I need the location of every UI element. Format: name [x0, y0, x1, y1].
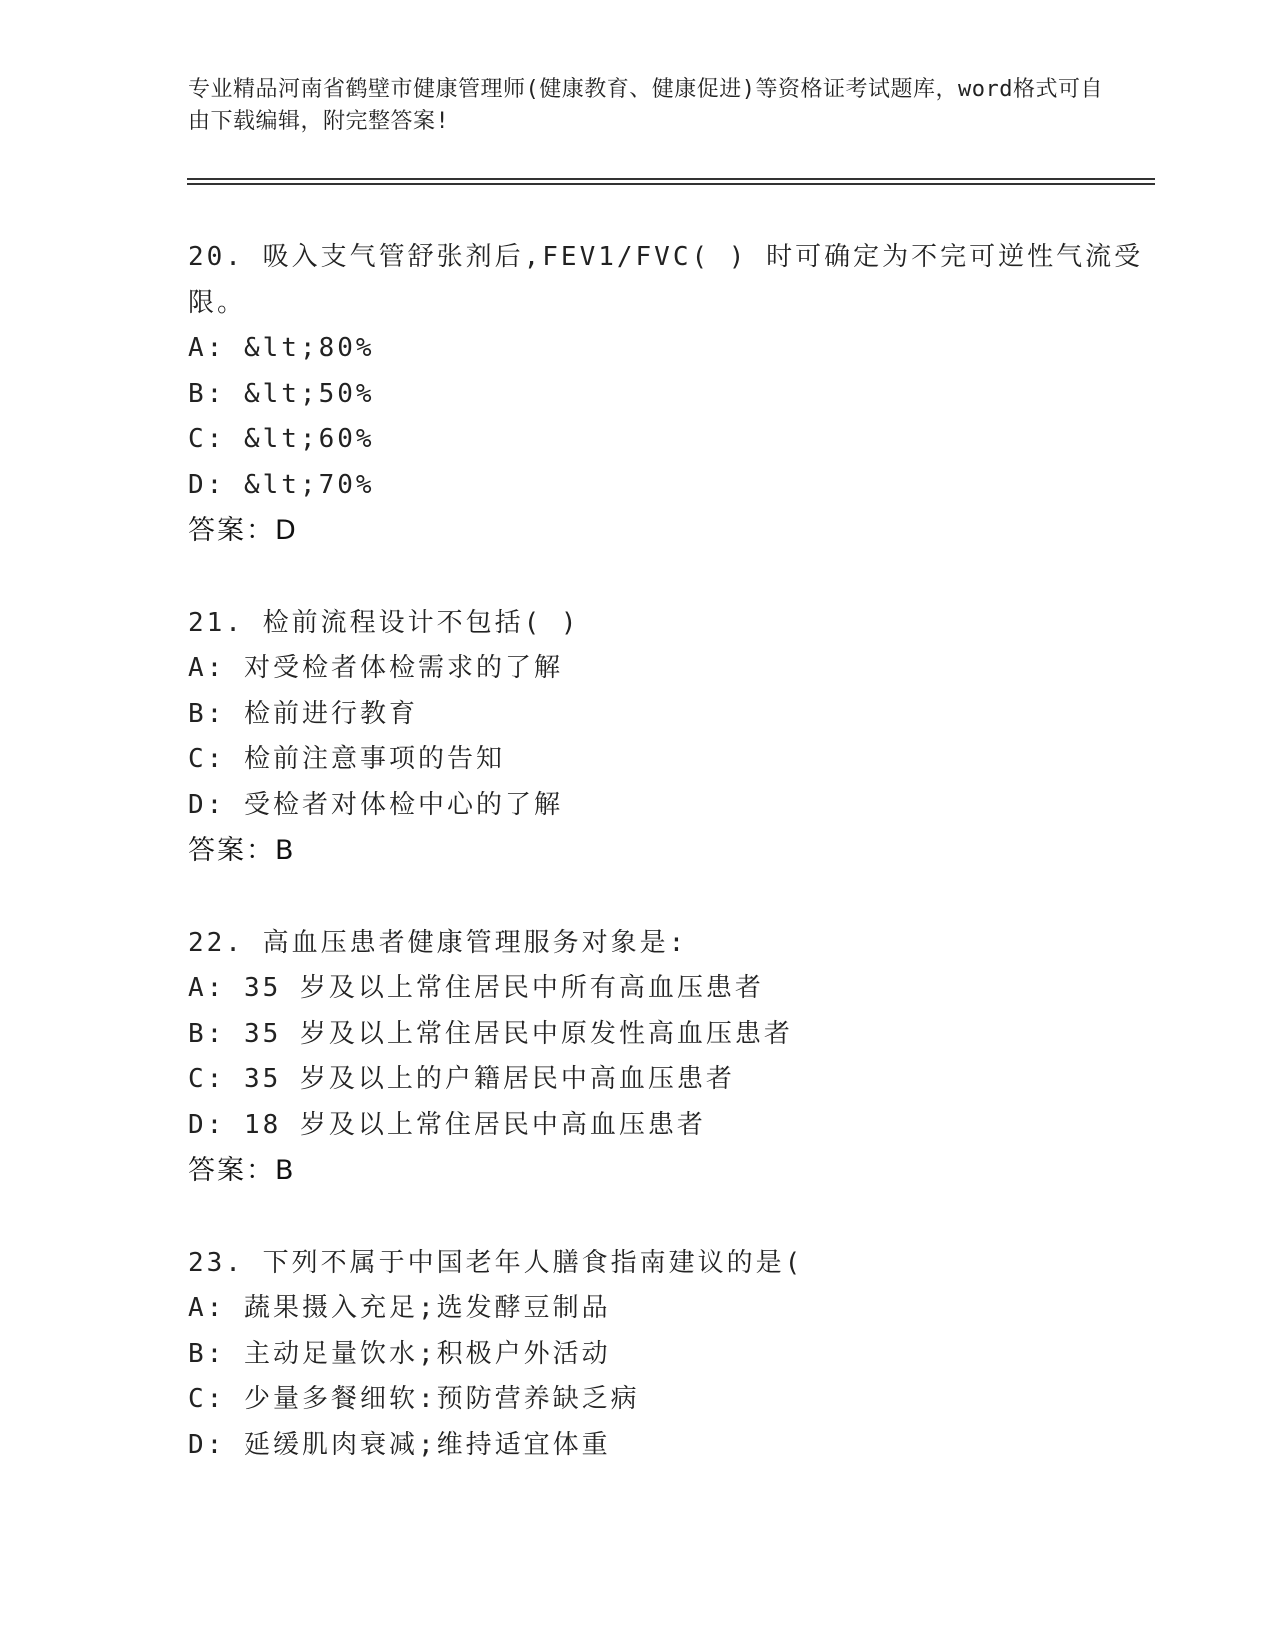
- option-b: B: 检前进行教育: [188, 698, 418, 729]
- option-a: A: 对受检者体检需求的了解: [188, 653, 563, 683]
- option-b: B: 35 岁及以上常住居民中原发性高血压患者: [188, 1018, 793, 1049]
- answer-line: 答案：D: [188, 515, 298, 546]
- question-stem: 20. 吸入支气管舒张剂后,FEV1/FVC( ) 时可确定为不完可逆性气流受限。: [188, 242, 1144, 318]
- option-c: C: &lt;60%: [188, 424, 375, 454]
- question-22: [188, 920, 1148, 1194]
- option-d: D: 18 岁及以上常住居民中高血压患者: [188, 1109, 706, 1140]
- answer-line: 答案：B: [188, 1155, 296, 1186]
- question-20: [188, 234, 1148, 554]
- question-stem: 21. 检前流程设计不包括( ): [188, 608, 580, 638]
- question-list: [188, 234, 1148, 1514]
- option-b: B: 主动足量饮水;积极户外活动: [188, 1338, 611, 1369]
- question-stem: 23. 下列不属于中国老年人膳食指南建议的是(: [188, 1248, 804, 1278]
- document-header: 专业精品河南省鹤壁市健康管理师(健康教育、健康促进)等资格证考试题库，word格式可自由下载编辑，附完整答案!: [188, 77, 1103, 134]
- header-divider-bottom: [187, 183, 1155, 185]
- option-d: D: &lt;70%: [188, 469, 375, 500]
- answer-line: 答案：B: [188, 835, 296, 866]
- option-a: A: 35 岁及以上常住居民中所有高血压患者: [188, 973, 764, 1003]
- option-c: C: 检前注意事项的告知: [188, 744, 505, 774]
- question-23: [188, 1240, 1148, 1468]
- option-d: D: 受检者对体检中心的了解: [188, 789, 563, 820]
- option-c: C: 少量多餐细软:预防营养缺乏病: [188, 1384, 640, 1414]
- option-d: D: 延缓肌肉衰减;维持适宜体重: [188, 1429, 611, 1460]
- question-stem: 22. 高血压患者健康管理服务对象是:: [188, 928, 688, 958]
- header-divider-top: [187, 178, 1155, 180]
- option-a: A: &lt;80%: [188, 333, 375, 363]
- option-c: C: 35 岁及以上的户籍居民中高血压患者: [188, 1064, 735, 1094]
- question-21: [188, 600, 1148, 874]
- option-a: A: 蔬果摄入充足;选发酵豆制品: [188, 1293, 611, 1323]
- option-b: B: &lt;50%: [188, 378, 375, 409]
